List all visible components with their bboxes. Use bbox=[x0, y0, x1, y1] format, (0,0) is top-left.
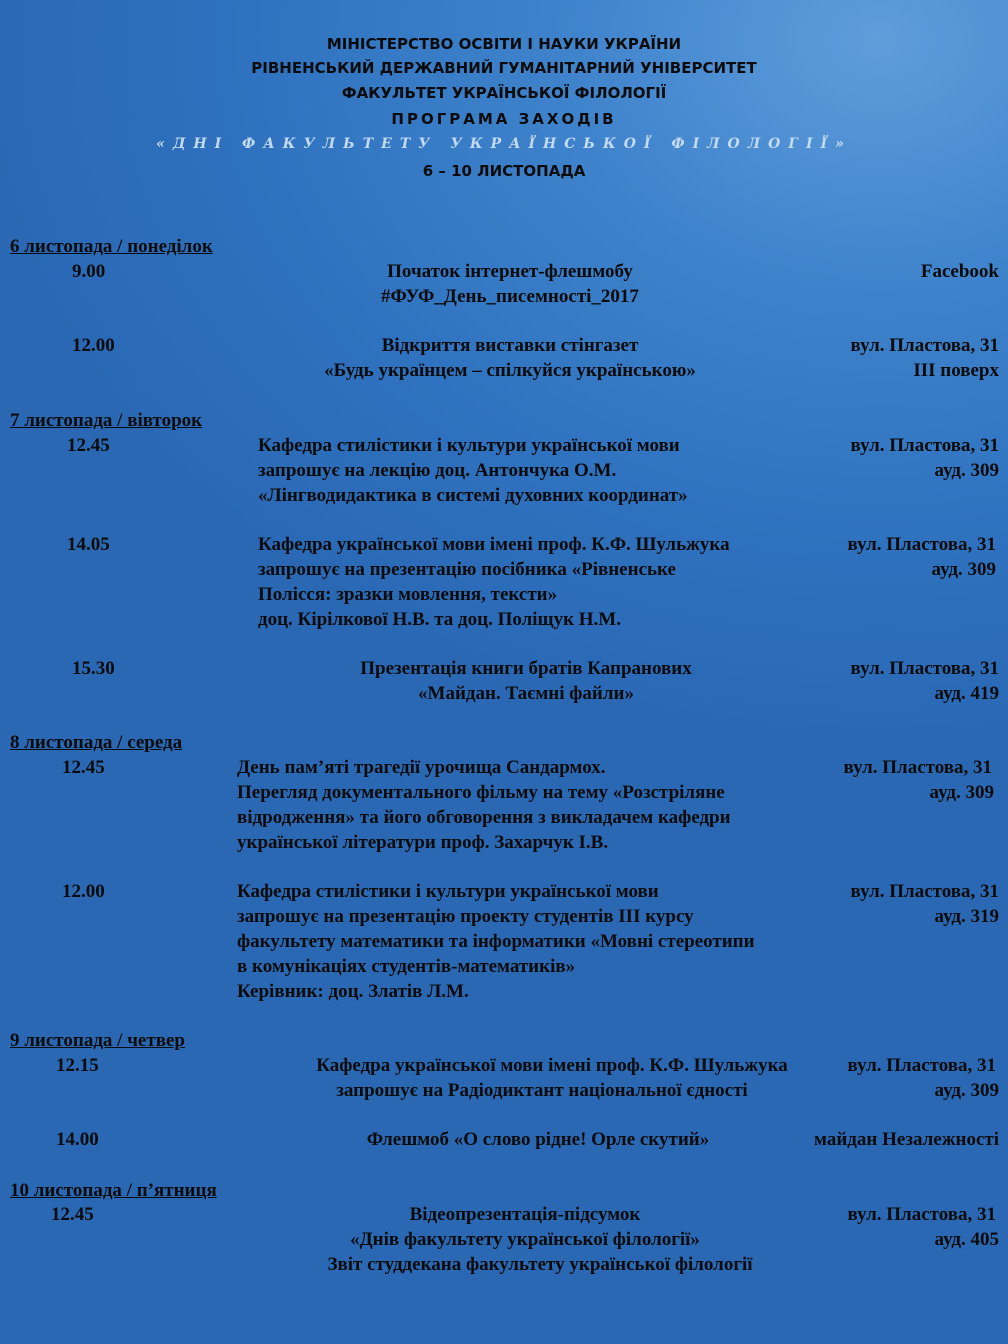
event-text-line: в комунікаціях студентів-математиків» bbox=[237, 956, 576, 977]
event-place: вул. Пластова, 31 bbox=[850, 658, 999, 679]
event-text-line: Полісся: зразки мовлення, тексти» bbox=[258, 584, 558, 605]
event-time: 9.00 bbox=[72, 261, 106, 282]
event-time: 14.00 bbox=[56, 1129, 99, 1150]
event-time: 14.05 bbox=[67, 534, 110, 555]
university-heading: РІВНЕНСЬКИЙ ДЕРЖАВНИЙ ГУМАНІТАРНИЙ УНІВЕРСИТЕТ bbox=[251, 59, 757, 77]
event-text-line: Відеопрезентація-підсумок bbox=[409, 1204, 641, 1225]
event-place: вул. Пластова, 31 bbox=[850, 881, 999, 902]
faculty-heading: ФАКУЛЬТЕТ УКРАЇНСЬКОЇ ФІЛОЛОГІЇ bbox=[341, 84, 667, 102]
event-text-line: Звіт студдекана факультету української філології bbox=[327, 1254, 753, 1275]
day-label-9: 9 листопада / четвер bbox=[10, 1030, 185, 1051]
day-label-10: 10 листопада / п’ятниця bbox=[10, 1180, 217, 1201]
event-time: 15.30 bbox=[72, 658, 115, 679]
event-place: ІІІ поверх bbox=[913, 360, 999, 381]
event-time: 12.00 bbox=[72, 335, 115, 356]
event-place: майдан Незалежності bbox=[814, 1129, 999, 1150]
event-place: ауд. 319 bbox=[934, 906, 999, 927]
program-heading: ПРОГРАМА ЗАХОДІВ bbox=[391, 110, 617, 128]
event-text-line: Кафедра стилістики і культури української мови bbox=[258, 435, 680, 456]
event-text-line: Керівник: доц. Златів Л.М. bbox=[237, 981, 469, 1002]
event-text-line: української літератури проф. Захарчук І.В. bbox=[237, 832, 609, 853]
event-text-line: Початок інтернет-флешмобу bbox=[387, 261, 633, 282]
event-text-line: «Майдан. Таємні файли» bbox=[418, 683, 634, 704]
event-place: вул. Пластова, 31 bbox=[850, 435, 999, 456]
event-text-line: запрошує на презентацію проекту студентів ІІІ курсу bbox=[237, 906, 694, 927]
event-text-line: Кафедра української мови імені проф. К.Ф. Шульжука bbox=[316, 1055, 788, 1076]
event-text-line: запрошує на лекцію доц. Антончука О.М. bbox=[258, 460, 617, 481]
event-text-line: День пам’яті трагедії урочища Сандармох. bbox=[237, 757, 606, 778]
ministry-heading: МІНІСТЕРСТВО ОСВІТИ І НАУКИ УКРАЇНИ bbox=[326, 35, 682, 53]
event-text-line: запрошує на Радіодиктант національної єдності bbox=[336, 1080, 748, 1101]
event-text-line: доц. Кірілкової Н.В. та доц. Поліщук Н.М. bbox=[258, 609, 621, 630]
event-time: 12.00 bbox=[62, 881, 105, 902]
event-place: вул. Пластова, 31 bbox=[850, 335, 999, 356]
event-time: 12.45 bbox=[62, 757, 105, 778]
day-label-7: 7 листопада / вівторок bbox=[10, 410, 203, 431]
event-text-line: Відкриття виставки стінгазет bbox=[381, 335, 639, 356]
event-time: 12.15 bbox=[56, 1055, 99, 1076]
day-label-8: 8 листопада / середа bbox=[10, 732, 183, 753]
event-time: 12.45 bbox=[67, 435, 110, 456]
event-text-line: «Лінгводидактика в системі духовних координат» bbox=[258, 485, 688, 506]
event-place: вул. Пластова, 31 bbox=[843, 757, 992, 778]
event-place: ауд. 309 bbox=[934, 460, 999, 481]
event-text-line: Кафедра стилістики і культури української мови bbox=[237, 881, 659, 902]
event-text-line: відродження» та його обговорення з викладачем кафедри bbox=[237, 807, 731, 828]
event-text-line: Флешмоб «О слово рідне! Орле скутий» bbox=[366, 1129, 710, 1150]
event-text-line: «Будь українцем – спілкуйся українською» bbox=[324, 360, 696, 381]
event-place: вул. Пластова, 31 bbox=[847, 1204, 996, 1225]
day-label-6: 6 листопада / понеділок bbox=[10, 236, 213, 257]
event-place: ауд. 309 bbox=[934, 1080, 999, 1101]
event-time: 12.45 bbox=[51, 1204, 94, 1225]
event-text-line: Перегляд документального фільму на тему «Розстріляне bbox=[237, 782, 725, 803]
event-text-line: «Днів факультету української філології» bbox=[350, 1229, 700, 1250]
event-text-line: Кафедра української мови імені проф. К.Ф. Шульжука bbox=[258, 534, 730, 555]
event-place: ауд. 405 bbox=[934, 1229, 999, 1250]
event-place: вул. Пластова, 31 bbox=[847, 534, 996, 555]
event-place: ауд. 419 bbox=[934, 683, 999, 704]
event-text-line: #ФУФ_День_писемності_2017 bbox=[381, 286, 639, 307]
event-place: вул. Пластова, 31 bbox=[847, 1055, 996, 1076]
event-place: Facebook bbox=[920, 261, 999, 282]
event-place: ауд. 309 bbox=[929, 782, 994, 803]
dates-heading: 6 – 10 ЛИСТОПАДА bbox=[422, 162, 586, 180]
event-text-line: факультету математики та інформатики «Мовні стереотипи bbox=[237, 931, 755, 952]
event-place: ауд. 309 bbox=[931, 559, 996, 580]
event-title: «ДНІ ФАКУЛЬТЕТУ УКРАЇНСЬКОЇ ФІЛОЛОГІЇ» bbox=[156, 136, 852, 152]
event-text-line: запрошує на презентацію посібника «Рівненське bbox=[258, 559, 676, 580]
event-text-line: Презентація книги братів Капранових bbox=[360, 658, 692, 679]
